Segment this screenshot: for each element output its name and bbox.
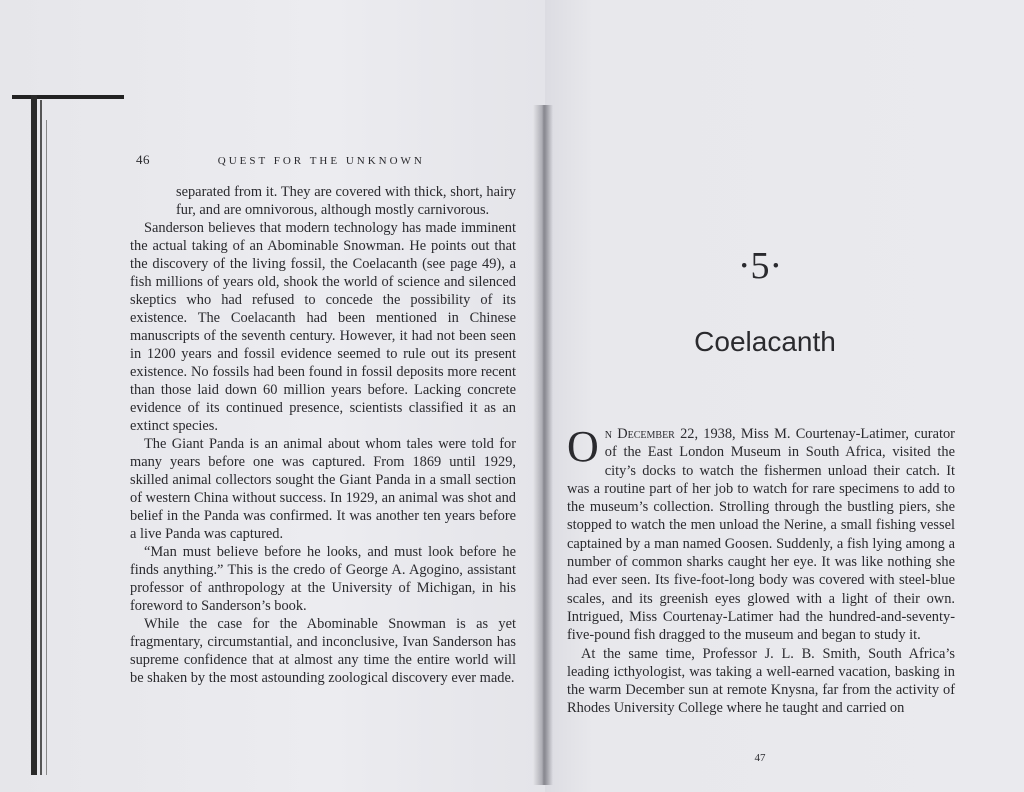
opening-paragraph-text: 22, 1938, Miss M. Courtenay-Latimer, curator of the East London Museum in South Africa, visited the city’s docks to watch the fishermen unload their catch. It was a routine part of her job to watch for rare specimens to add to the museum’s collection. Strolling through the bustling piers, she stopped to watch the men unload the Nerine, a small fishing vessel captained by a man named Goosen. Suddenly, a fish lying among a number of common sharks caught her eye. It was like nothing she had ever seen. Its five-foot-long body was covered with steel-blue scales, and its greenish eyes glowed with a light of their own. Intrigued, Miss Courtenay-Latimer had the hundred-and-seventy-five-pound fish dragged to the museum and began to study it. [567, 426, 955, 644]
page-number-left: 46 [136, 152, 150, 167]
binding-mark-line [46, 120, 47, 775]
running-head [136, 152, 516, 168]
binding-mark-line [31, 95, 37, 775]
opening-small-caps: n December [604, 426, 675, 442]
right-text-column [567, 422, 955, 718]
drop-cap: O [567, 422, 599, 471]
paragraph: The Giant Panda is an animal about whom tales were told for many years before one was captured. From 1869 until 1929, skilled animal collectors sought the Giant Panda in a small section of western China without success. In 1929, an animal was shot and belief in the Panda was confirmed. It was another ten years before a live Panda was captured. [130, 436, 516, 542]
paragraph: Sanderson believes that modern technology has made imminent the actual taking of an Abominable Snowman. He points out that the discovery of the living fossil, the Coelacanth (see page 49), a fish millions of years old, shook the world of science and silenced skeptics who had refused to concede the possibility of its existence. The Coelacanth had been mentioned in Chinese manuscripts of the seventh century. However, it had not been seen in 1200 years and fossil evidence seemed to rule out its present existence. No fossils had been found in fossil deposits more recent than those laid down 60 million years before. Lacking concrete evidence of its continued presence, scientists classified it as an extinct species. [130, 220, 516, 434]
opening-paragraph [567, 422, 955, 645]
left-text-column [130, 183, 516, 687]
paragraph: While the case for the Abominable Snowman is as yet fragmentary, circumstantial, and inconclusive, Ivan Sanderson has supreme confidence that at almost any time the entire world will be shaken by the most astounding zoological discovery ever made. [130, 616, 516, 686]
running-head-title: QUEST FOR THE UNKNOWN [217, 155, 425, 167]
chapter-title: Coelacanth [694, 326, 836, 357]
chapter-number: ·5· [737, 245, 783, 287]
paragraph: separated from it. They are covered with thick, short, hairy fur, and are omnivorous, although mostly carnivorous. [176, 184, 516, 218]
book-gutter [533, 105, 553, 785]
paragraph: “Man must believe before he looks, and must look before he finds anything.” This is the credo of George A. Agogino, assistant professor of anthropology at the University of Michigan, in his foreword to Sanderson’s book. [130, 544, 516, 614]
page-number-right: 47 [754, 752, 766, 764]
binding-mark-line [40, 100, 42, 775]
paragraph: At the same time, Professor J. L. B. Smith, South Africa’s leading icthyologist, was taking a well-earned vacation, basking in the warm December sun at remote Knysna, far from the activity of Rhodes University College where he taught and carried on [567, 645, 955, 717]
binding-mark-top [12, 95, 124, 99]
